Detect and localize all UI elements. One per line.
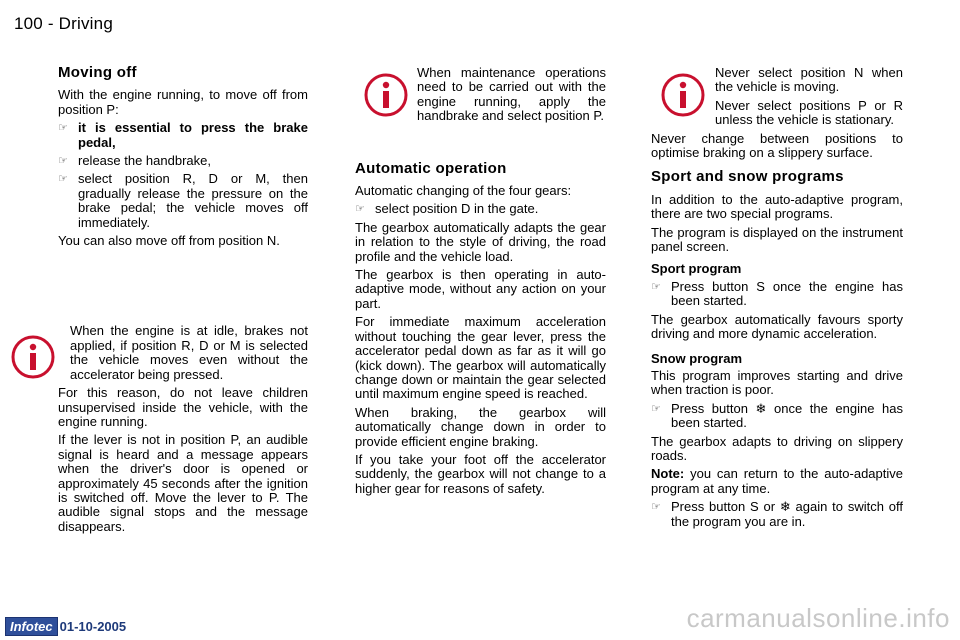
lever-signal-text: If the lever is not in position P, an audible signal is heard and a message appears when the driver's door is opened or approximately 45 seconds after the ignition is switched off. Move the lever to P. The audible signal stops and the message disappears. — [58, 432, 308, 534]
section-heading-moving-off: Moving off — [58, 64, 137, 81]
sport-program-text: The gearbox automatically favours sporty driving and more dynamic acceleration. — [651, 311, 903, 342]
infotec-logo: Infotec — [5, 617, 58, 636]
pointing-hand-icon: ☞ — [355, 203, 365, 216]
footer-date: 01-10-2005 — [59, 619, 127, 634]
sport-program-title: Sport program — [651, 261, 742, 277]
column-automatic-operation — [355, 66, 606, 500]
list-item: ☞ Press button ❄ once the engine has been started. — [651, 400, 903, 431]
move-off-neutral-text: You can also move off from position N. — [58, 233, 280, 249]
snow-program-text: The gearbox adapts to driving on slippery roads. — [651, 433, 903, 463]
watermark: carmanualsonline.info — [686, 603, 950, 633]
list-item: ☞ Press button S once the engine has been started. — [651, 278, 903, 309]
info-icon — [363, 72, 409, 118]
info-icon — [10, 334, 56, 380]
info-icon — [660, 72, 706, 118]
neutral-warning-note — [651, 66, 903, 128]
footer — [5, 617, 126, 636]
paragraph: The gearbox is then operating in auto-adaptive mode, without any action on your part. — [355, 267, 606, 311]
children-warning-text: For this reason, do not leave children unsupervised inside the vehicle, with the engine running. — [58, 385, 308, 429]
programs-intro: In addition to the auto-adaptive program, there are two special programs. — [651, 191, 903, 222]
paragraph: If you take your foot off the accelerator suddenly, the gearbox will not change to a higher gear for reasons of safety. — [355, 451, 606, 496]
snow-program-intro: This program improves starting and drive when traction is poor. — [651, 367, 903, 398]
page-header: 100 - Driving — [14, 14, 113, 33]
pointing-hand-icon: ☞ — [58, 122, 68, 135]
note-line: Never change between positions to optimise braking on a slippery surface. — [651, 130, 903, 161]
snow-program-title: Snow program — [651, 350, 743, 366]
pointing-hand-icon: ☞ — [651, 280, 661, 293]
list-item: ☞ select position R, D or M, then gradually release the pressure on the brake pedal; the vehicle moves off immediately. — [58, 171, 308, 230]
maintenance-note: When maintenance operations need to be carried out with the engine running, apply the handbrake and select position P. — [355, 66, 606, 124]
note-text: you can return to the auto-adaptive program at any time. — [651, 466, 903, 496]
paragraph: For immediate maximum acceleration without touching the gear lever, press the accelerator pedal down as far as it will go (kick down). The gearbox will automatically change down or maintain the gear selected until maximum engine speed is reached. — [355, 314, 606, 402]
note-label: Note: — [651, 466, 685, 482]
moving-off-intro: With the engine running, to move off from position P: — [58, 87, 308, 117]
paragraph: When braking, the gearbox will automatically change down in order to provide efficient engine braking. — [355, 404, 606, 449]
section-heading-automatic-operation: Automatic operation — [355, 159, 507, 177]
programs-display-text: The program is displayed on the instrument panel screen. — [651, 224, 903, 255]
note-line: Never select positions P or R unless the vehicle is stationary. — [715, 97, 903, 128]
list-item: ☞ it is essential to press the brake pedal, — [58, 120, 308, 150]
pointing-hand-icon: ☞ — [651, 501, 661, 514]
list-item: ☞ release the handbrake, — [58, 153, 211, 169]
warning-note: When the engine is at idle, brakes not applied, if position R, D or M is selected the vehicle moves even without the accelerator being pressed. — [58, 324, 308, 382]
note-line: Never select position N when the vehicle is moving. — [715, 65, 903, 95]
paragraph: The gearbox automatically adapts the gear in relation to the style of driving, the road profile and the vehicle load. — [355, 219, 606, 264]
pointing-hand-icon: ☞ — [58, 173, 68, 186]
pointing-hand-icon: ☞ — [58, 155, 68, 168]
section-heading-sport-snow: Sport and snow programs — [651, 168, 844, 186]
list-item: ☞ Press button S or ❄ again to switch off the program you are in. — [651, 499, 903, 529]
column-sport-snow — [651, 66, 903, 533]
column-moving-off — [58, 66, 308, 538]
note-paragraph — [651, 467, 903, 496]
automatic-intro: Automatic changing of the four gears: — [355, 183, 572, 199]
pointing-hand-icon: ☞ — [651, 402, 661, 415]
list-item: ☞ select position D in the gate. — [355, 201, 539, 217]
